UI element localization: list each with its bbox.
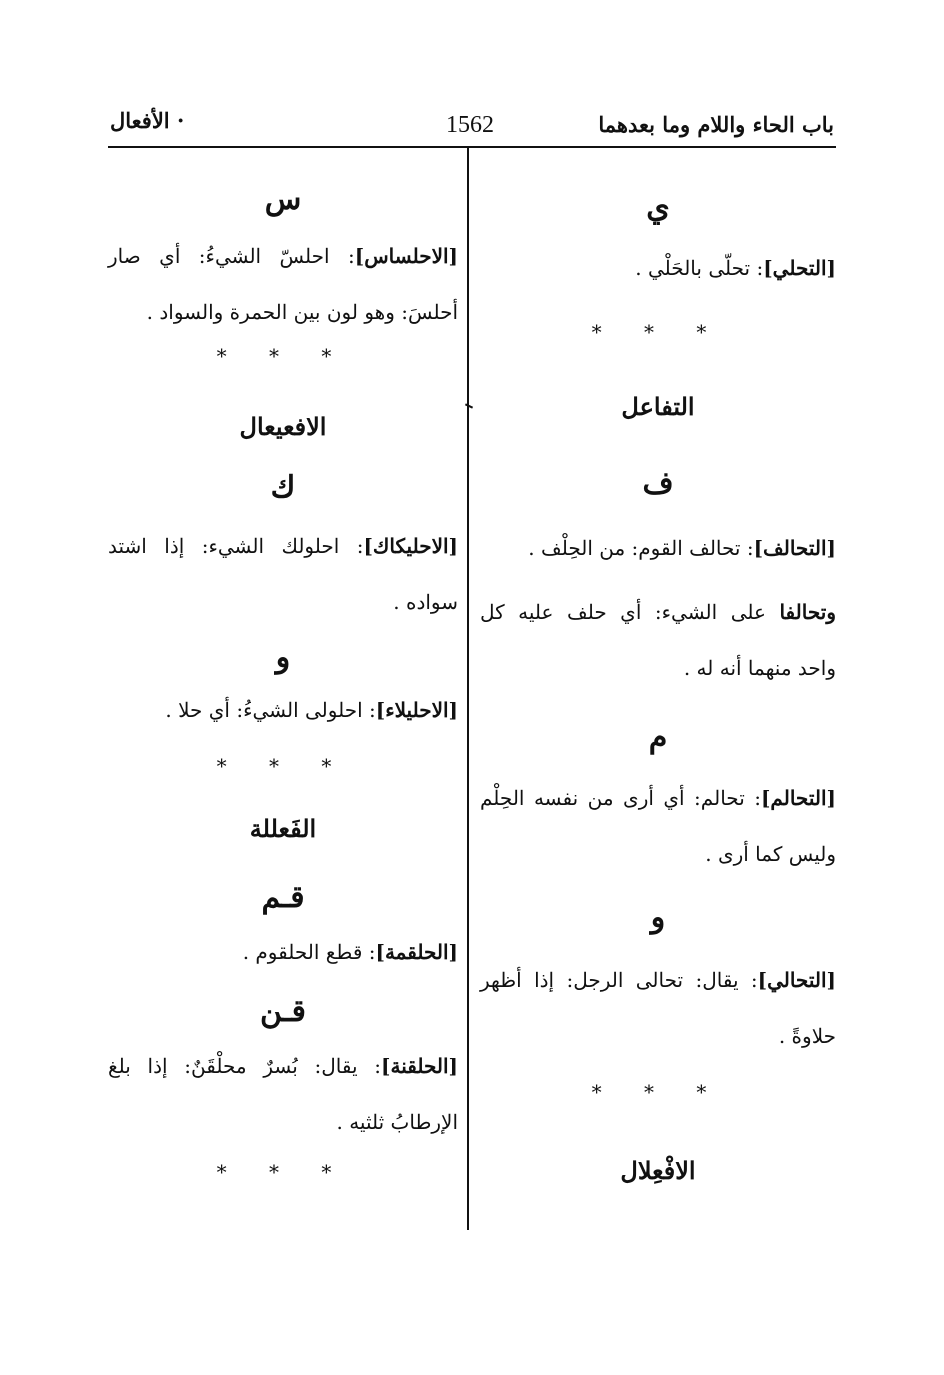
letter-heading: و xyxy=(275,640,291,675)
letter-heading: قـن xyxy=(260,994,306,1029)
section-separator: * * * xyxy=(216,344,350,368)
entry-keyword: [الاحليلاء] xyxy=(375,698,458,722)
section-title: التفاعل xyxy=(621,392,695,421)
section-title: الافعيعال xyxy=(239,412,327,441)
entry-text: : يقال: تحالى الرجل: إذا أظهر حلاوةً . xyxy=(480,968,836,1048)
section-separator: * * * xyxy=(216,1160,350,1184)
page-header xyxy=(0,106,944,146)
entry-text: : احلسّ الشيءُ: أي صار أحلسَ: وهو لون بين الحمرة والسواد . xyxy=(108,244,458,324)
entry-tahaluf-2 xyxy=(480,584,836,696)
letter-heading: قـم xyxy=(261,880,305,915)
entry-ihlikak xyxy=(108,518,458,630)
entry-keyword: [الاحليكاك] xyxy=(363,534,458,558)
entry-text: على الشيء: أي حلف عليه كل واحد منهما أنه له . xyxy=(480,600,836,680)
letter-heading: ي xyxy=(646,190,670,225)
entry-halqama xyxy=(108,924,458,980)
letter-heading: و xyxy=(650,900,666,935)
entry-tahalli xyxy=(480,240,836,296)
entry-tahalum xyxy=(480,770,836,882)
letter-heading: م xyxy=(648,720,668,755)
entry-keyword: [الاحلساس] xyxy=(354,244,458,268)
section-separator: * * * xyxy=(591,1080,725,1104)
page-number: 1562 xyxy=(446,112,494,138)
entry-text: : قطع الحلقوم . xyxy=(242,940,376,964)
entry-ihlila xyxy=(108,682,458,738)
entry-text: : احلولى الشيءُ: أي حلا . xyxy=(165,698,376,722)
entry-ihlisas xyxy=(108,228,458,340)
entry-keyword: [التحلي] xyxy=(763,256,836,280)
entry-text: : احلولك الشيء: إذا اشتد سواده . xyxy=(108,534,458,614)
header-rule xyxy=(108,146,836,148)
entry-tahaluf xyxy=(480,520,836,576)
entry-tahali xyxy=(480,952,836,1064)
entry-keyword: [التحالي] xyxy=(757,968,836,992)
entry-keyword: [الحلقمة] xyxy=(375,940,458,964)
entry-halqana xyxy=(108,1038,458,1150)
letter-heading: ف xyxy=(642,466,674,501)
entry-text: : تحالم: أي أرى من نفسه الحِلْم وليس كما أرى . xyxy=(480,786,836,866)
section-title: الافْعِلال xyxy=(620,1156,696,1185)
entry-keyword: وتحالفا xyxy=(779,600,836,624)
entry-text: : تحلّى بالحَلْي . xyxy=(635,256,764,280)
entry-text: : يقال: بُسرٌ محلْقَنٌ: إذا بلغ الإرطابُ ثلثيه . xyxy=(108,1054,458,1134)
section-running-head: · الأفعال xyxy=(110,108,185,133)
chapter-title: باب الحاء واللام وما بعدهما xyxy=(598,112,834,137)
entry-keyword: [التحالم] xyxy=(760,786,836,810)
section-title: الفَعللة xyxy=(249,814,317,843)
entry-text: : تحالف القوم: من الحِلْف . xyxy=(528,536,754,560)
section-separator: * * * xyxy=(216,754,350,778)
column-divider xyxy=(467,148,469,1230)
letter-heading: س xyxy=(264,182,302,217)
letter-heading: ك xyxy=(270,470,296,505)
entry-keyword: [الحلقنة] xyxy=(381,1054,458,1078)
entry-keyword: [التحالف] xyxy=(753,536,836,560)
section-separator: * * * xyxy=(591,320,725,344)
